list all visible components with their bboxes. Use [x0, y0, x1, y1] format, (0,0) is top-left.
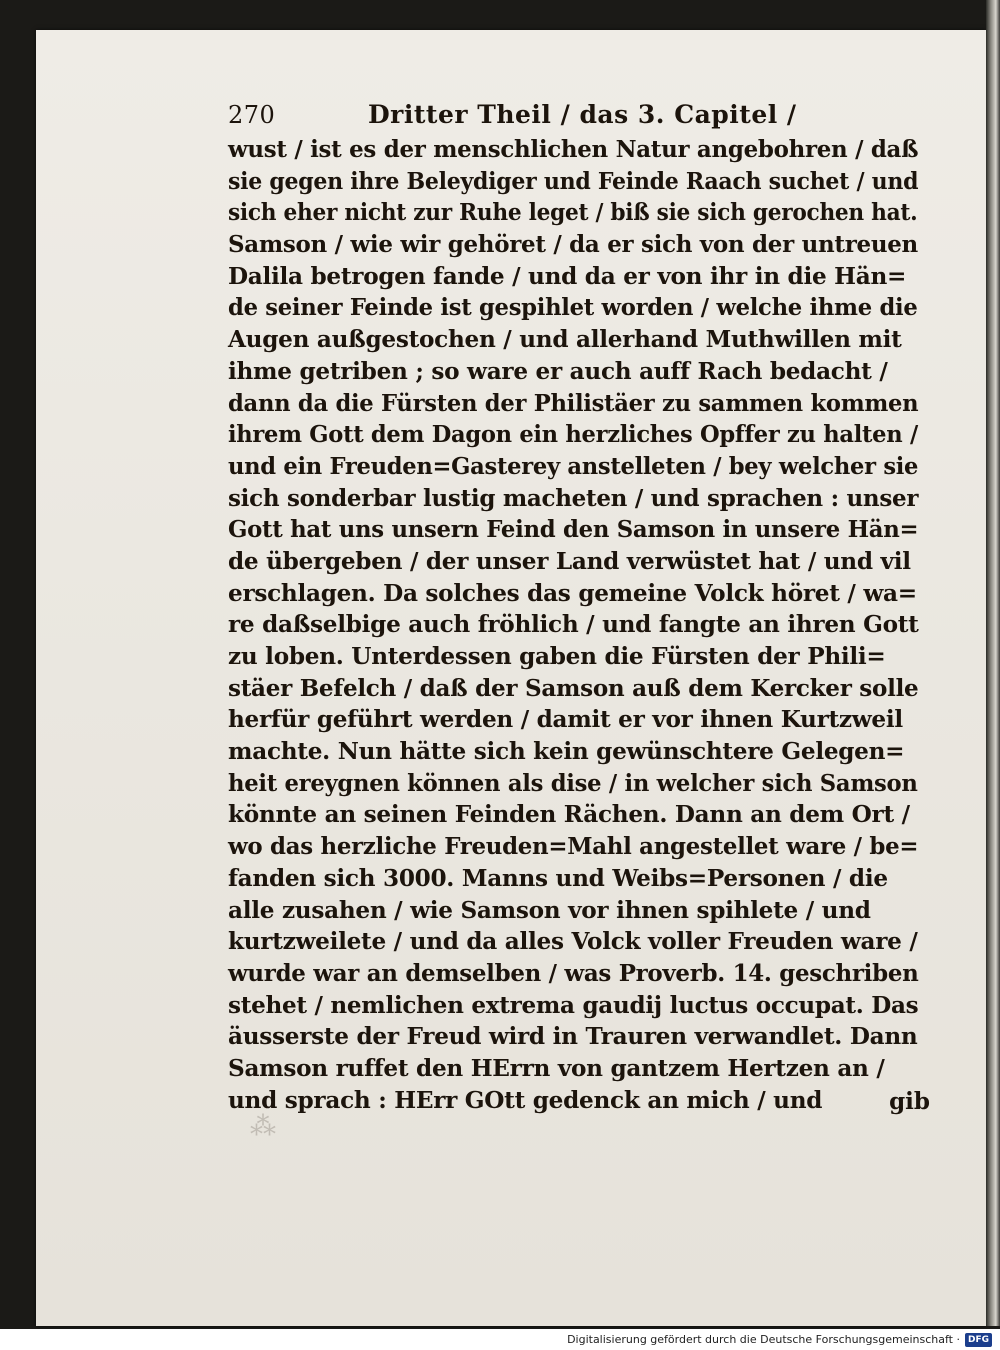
text-line: stäer Befelch / daß der Samson auß dem Kercker solle [228, 673, 919, 702]
text-line: sich eher nicht zur Ruhe leget / biß sie sich gerochen hat. [228, 198, 918, 227]
text-line: re daßselbige auch fröhlich / und fangte an ihren Gott [228, 610, 919, 639]
text-line: machte. Nun hätte sich kein gewünschtere Gelegen= [228, 737, 905, 766]
catchword: gib [889, 1088, 930, 1115]
text-line: könnte an seinen Feinden Rächen. Dann an dem Ort / [228, 800, 910, 829]
text-line: de übergeben / der unser Land verwüstet hat / und vil [228, 546, 911, 575]
page-text [228, 100, 928, 1116]
text-line: ihrem Gott dem Dagon ein herzliches Opffer zu halten / [228, 420, 918, 449]
text-line: de seiner Feinde ist gespihlet worden / welche ihme die [228, 293, 918, 322]
text-line: stehet / nemlichen extrema gaudij luctus occupat. Das [228, 990, 919, 1019]
show-through-mark: ⁂ [250, 1112, 306, 1142]
text-line: fanden sich 3000. Manns und Weibs=Personen / die [228, 863, 888, 892]
text-line: dann da die Fürsten der Philistäer zu sammen kommen [228, 388, 919, 417]
page-number: 270 [228, 101, 276, 129]
text-line: Augen außgestochen / und allerhand Muthwillen mit [228, 325, 902, 354]
text-line: Samson / wie wir gehöret / da er sich von der untreuen [228, 230, 918, 259]
text-lines [228, 134, 928, 1116]
footer-credit: Digitalisierung gefördert durch die Deutsche Forschungsgemeinschaft · [567, 1333, 960, 1346]
text-line: sie gegen ihre Beleydiger und Feinde Raach suchet / und [228, 166, 919, 195]
text-line: Gott hat uns unsern Feind den Samson in unsere Hän= [228, 515, 919, 544]
text-line: heit ereygnen können als dise / in welcher sich Samson [228, 768, 918, 797]
page-header [228, 100, 928, 134]
text-line: wust / ist es der menschlichen Natur angebohren / daß [228, 135, 919, 163]
running-title: Dritter Theil / das 3. Capitel / [368, 100, 797, 129]
text-line: alle zusahen / wie Samson vor ihnen spihlete / und [228, 895, 871, 924]
text-line: herfür geführt werden / damit er vor ihnen Kurtzweil [228, 705, 903, 734]
text-line: Samson ruffet den HErrn von gantzem Hertzen an / [228, 1053, 885, 1082]
text-line: und ein Freuden=Gasterey anstelleten / bey welcher sie [228, 451, 919, 480]
text-line: zu loben. Unterdessen gaben die Fürsten der Phili= [228, 642, 886, 670]
footer-bar [0, 1329, 1000, 1350]
text-line: wo das herzliche Freuden=Mahl angestellet ware / be= [228, 832, 919, 861]
text-line: äusserste der Freud wird in Trauren verwandlet. Dann [228, 1022, 918, 1051]
text-line: und sprach : HErr GOtt gedenck an mich / und [228, 1085, 823, 1114]
text-line: wurde war an demselben / was Proverb. 14. geschriben [228, 958, 919, 987]
next-page-edge [986, 0, 1000, 1326]
text-line: ihme getriben ; so ware er auch auff Rach bedacht / [228, 356, 888, 385]
dfg-logo: DFG [965, 1333, 992, 1347]
text-line: kurtzweilete / und da alles Volck voller Freuden ware / [228, 927, 918, 956]
text-line: Dalila betrogen fande / und da er von ihr in die Hän= [228, 261, 907, 290]
text-line: sich sonderbar lustig macheten / und sprachen : unser [228, 483, 919, 512]
text-line: erschlagen. Da solches das gemeine Volck höret / wa= [228, 578, 917, 607]
